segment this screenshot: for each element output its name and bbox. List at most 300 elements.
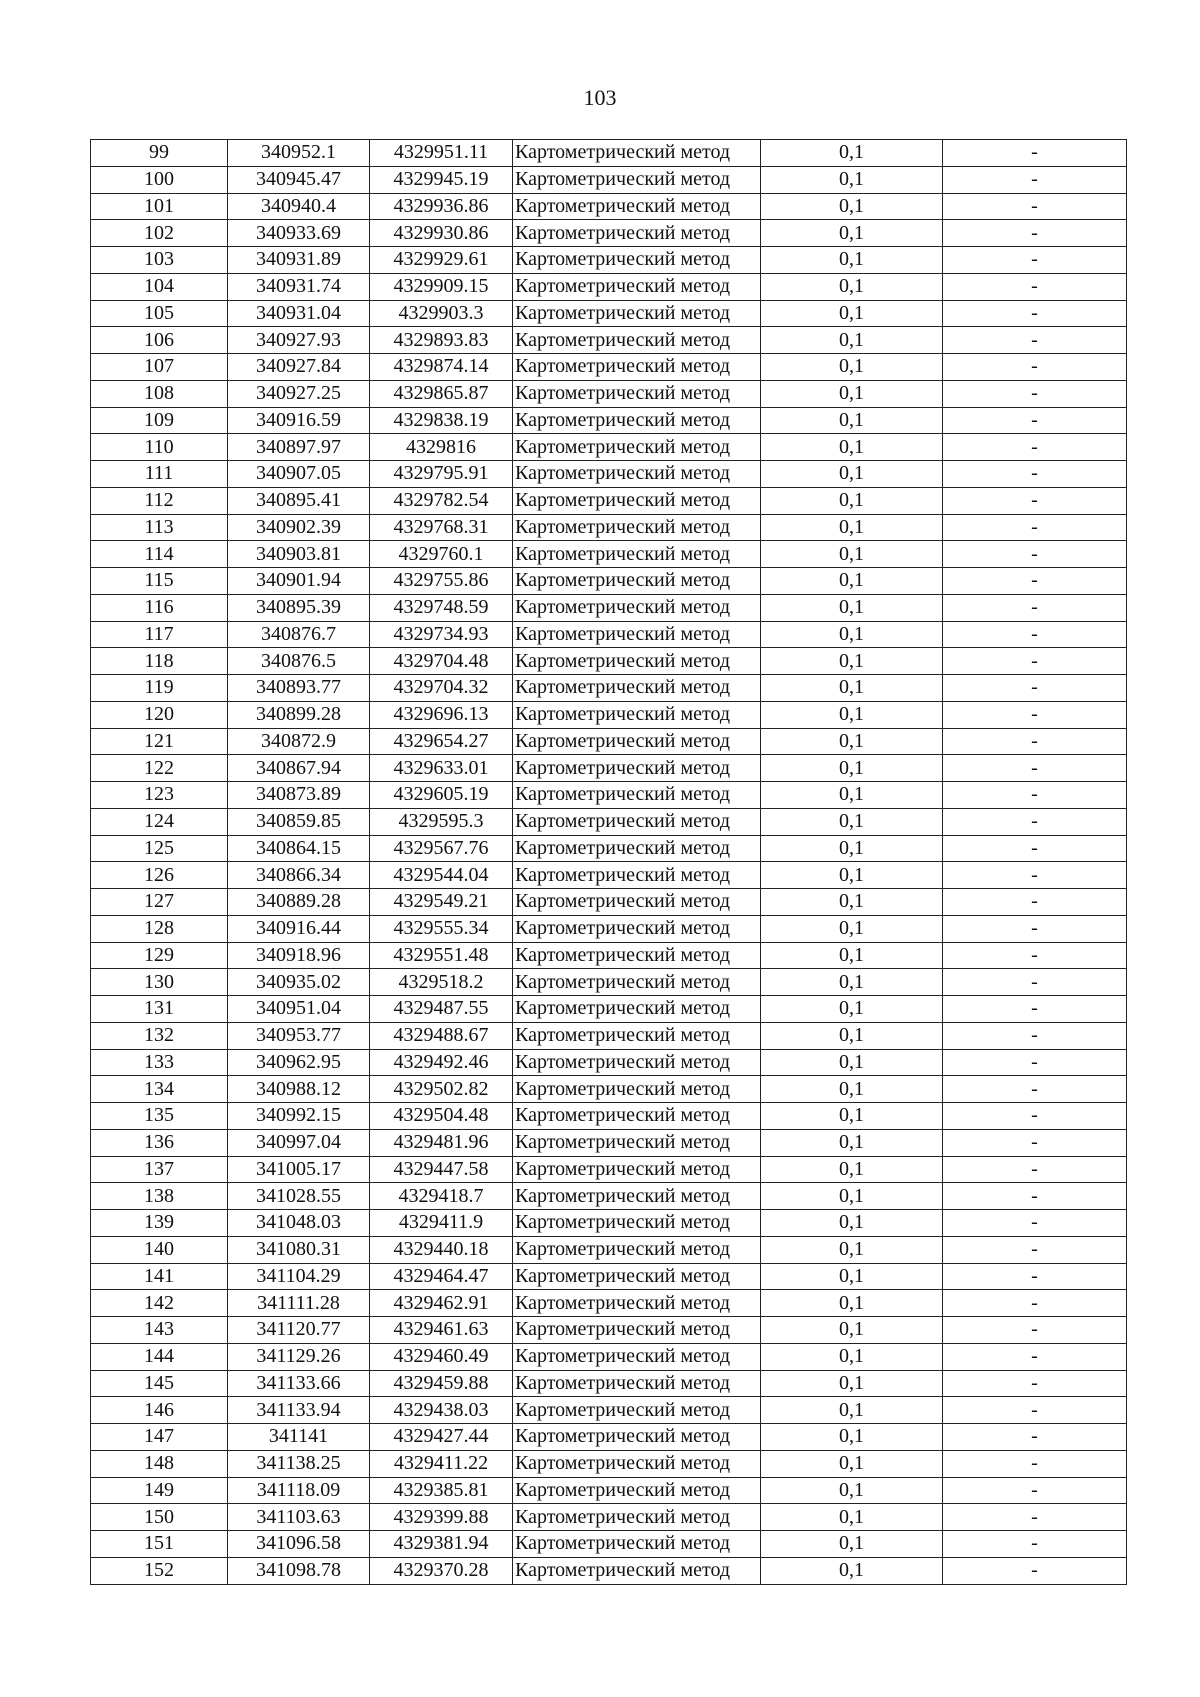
- point-number-cell: 125: [91, 835, 228, 862]
- accuracy-cell: 0,1: [761, 1263, 943, 1290]
- point-number-cell: 142: [91, 1290, 228, 1317]
- method-cell: Картометрический метод: [513, 1103, 761, 1130]
- accuracy-cell: 0,1: [761, 434, 943, 461]
- coordinates-table-body: [91, 140, 1127, 1585]
- x-coordinate-cell: 341120.77: [228, 1317, 370, 1344]
- x-coordinate-cell: 340901.94: [228, 568, 370, 595]
- note-cell: -: [943, 808, 1127, 835]
- method-cell: Картометрический метод: [513, 1290, 761, 1317]
- accuracy-cell: 0,1: [761, 782, 943, 809]
- y-coordinate-cell: 4329411.9: [370, 1210, 513, 1237]
- method-cell: Картометрический метод: [513, 166, 761, 193]
- x-coordinate-cell: 340931.74: [228, 273, 370, 300]
- method-cell: Картометрический метод: [513, 1370, 761, 1397]
- point-number-cell: 147: [91, 1424, 228, 1451]
- y-coordinate-cell: 4329816: [370, 434, 513, 461]
- accuracy-cell: 0,1: [761, 835, 943, 862]
- accuracy-cell: 0,1: [761, 380, 943, 407]
- note-cell: -: [943, 1290, 1127, 1317]
- x-coordinate-cell: 340864.15: [228, 835, 370, 862]
- note-cell: -: [943, 193, 1127, 220]
- accuracy-cell: 0,1: [761, 1049, 943, 1076]
- table-row: [91, 327, 1127, 354]
- table-row: [91, 541, 1127, 568]
- method-cell: Картометрический метод: [513, 808, 761, 835]
- y-coordinate-cell: 4329909.15: [370, 273, 513, 300]
- note-cell: -: [943, 1397, 1127, 1424]
- point-number-cell: 105: [91, 300, 228, 327]
- note-cell: -: [943, 1557, 1127, 1584]
- table-row: [91, 273, 1127, 300]
- note-cell: -: [943, 835, 1127, 862]
- point-number-cell: 116: [91, 594, 228, 621]
- table-row: [91, 1370, 1127, 1397]
- y-coordinate-cell: 4329381.94: [370, 1531, 513, 1558]
- note-cell: -: [943, 1076, 1127, 1103]
- y-coordinate-cell: 4329492.46: [370, 1049, 513, 1076]
- accuracy-cell: 0,1: [761, 1477, 943, 1504]
- method-cell: Картометрический метод: [513, 407, 761, 434]
- point-number-cell: 108: [91, 380, 228, 407]
- accuracy-cell: 0,1: [761, 1317, 943, 1344]
- point-number-cell: 104: [91, 273, 228, 300]
- accuracy-cell: 0,1: [761, 354, 943, 381]
- point-number-cell: 134: [91, 1076, 228, 1103]
- table-row: [91, 1424, 1127, 1451]
- x-coordinate-cell: 340945.47: [228, 166, 370, 193]
- point-number-cell: 114: [91, 541, 228, 568]
- point-number-cell: 112: [91, 487, 228, 514]
- table-row: [91, 808, 1127, 835]
- point-number-cell: 103: [91, 247, 228, 274]
- x-coordinate-cell: 340895.39: [228, 594, 370, 621]
- y-coordinate-cell: 4329544.04: [370, 862, 513, 889]
- x-coordinate-cell: 341129.26: [228, 1343, 370, 1370]
- method-cell: Картометрический метод: [513, 782, 761, 809]
- y-coordinate-cell: 4329488.67: [370, 1022, 513, 1049]
- method-cell: Картометрический метод: [513, 701, 761, 728]
- x-coordinate-cell: 340907.05: [228, 461, 370, 488]
- note-cell: -: [943, 407, 1127, 434]
- point-number-cell: 152: [91, 1557, 228, 1584]
- point-number-cell: 128: [91, 915, 228, 942]
- note-cell: -: [943, 862, 1127, 889]
- note-cell: -: [943, 675, 1127, 702]
- accuracy-cell: 0,1: [761, 1022, 943, 1049]
- y-coordinate-cell: 4329595.3: [370, 808, 513, 835]
- accuracy-cell: 0,1: [761, 1156, 943, 1183]
- point-number-cell: 144: [91, 1343, 228, 1370]
- method-cell: Картометрический метод: [513, 140, 761, 167]
- point-number-cell: 131: [91, 996, 228, 1023]
- x-coordinate-cell: 341048.03: [228, 1210, 370, 1237]
- table-row: [91, 461, 1127, 488]
- table-row: [91, 220, 1127, 247]
- note-cell: -: [943, 1450, 1127, 1477]
- method-cell: Картометрический метод: [513, 889, 761, 916]
- x-coordinate-cell: 340876.5: [228, 648, 370, 675]
- y-coordinate-cell: 4329930.86: [370, 220, 513, 247]
- accuracy-cell: 0,1: [761, 247, 943, 274]
- accuracy-cell: 0,1: [761, 461, 943, 488]
- method-cell: Картометрический метод: [513, 380, 761, 407]
- point-number-cell: 117: [91, 621, 228, 648]
- note-cell: -: [943, 487, 1127, 514]
- note-cell: -: [943, 889, 1127, 916]
- y-coordinate-cell: 4329704.32: [370, 675, 513, 702]
- page-number: 103: [583, 85, 617, 110]
- x-coordinate-cell: 340866.34: [228, 862, 370, 889]
- x-coordinate-cell: 341096.58: [228, 1531, 370, 1558]
- method-cell: Картометрический метод: [513, 541, 761, 568]
- x-coordinate-cell: 341005.17: [228, 1156, 370, 1183]
- x-coordinate-cell: 340940.4: [228, 193, 370, 220]
- y-coordinate-cell: 4329370.28: [370, 1557, 513, 1584]
- method-cell: Картометрический метод: [513, 220, 761, 247]
- y-coordinate-cell: 4329518.2: [370, 969, 513, 996]
- x-coordinate-cell: 340859.85: [228, 808, 370, 835]
- note-cell: -: [943, 327, 1127, 354]
- note-cell: -: [943, 701, 1127, 728]
- x-coordinate-cell: 340876.7: [228, 621, 370, 648]
- accuracy-cell: 0,1: [761, 1450, 943, 1477]
- point-number-cell: 137: [91, 1156, 228, 1183]
- accuracy-cell: 0,1: [761, 1210, 943, 1237]
- note-cell: -: [943, 1210, 1127, 1237]
- table-row: [91, 1450, 1127, 1477]
- note-cell: -: [943, 1236, 1127, 1263]
- method-cell: Картометрический метод: [513, 728, 761, 755]
- table-row: [91, 1129, 1127, 1156]
- table-row: [91, 1022, 1127, 1049]
- table-row: [91, 1076, 1127, 1103]
- point-number-cell: 122: [91, 755, 228, 782]
- table-row: [91, 1531, 1127, 1558]
- table-row: [91, 1183, 1127, 1210]
- x-coordinate-cell: 340903.81: [228, 541, 370, 568]
- x-coordinate-cell: 340893.77: [228, 675, 370, 702]
- note-cell: -: [943, 1103, 1127, 1130]
- note-cell: -: [943, 969, 1127, 996]
- method-cell: Картометрический метод: [513, 1210, 761, 1237]
- note-cell: -: [943, 541, 1127, 568]
- table-row: [91, 193, 1127, 220]
- method-cell: Картометрический метод: [513, 434, 761, 461]
- accuracy-cell: 0,1: [761, 1531, 943, 1558]
- note-cell: -: [943, 1317, 1127, 1344]
- method-cell: Картометрический метод: [513, 594, 761, 621]
- table-row: [91, 782, 1127, 809]
- x-coordinate-cell: 340997.04: [228, 1129, 370, 1156]
- y-coordinate-cell: 4329768.31: [370, 514, 513, 541]
- table-row: [91, 1103, 1127, 1130]
- method-cell: Картометрический метод: [513, 1424, 761, 1451]
- accuracy-cell: 0,1: [761, 675, 943, 702]
- y-coordinate-cell: 4329502.82: [370, 1076, 513, 1103]
- x-coordinate-cell: 340867.94: [228, 755, 370, 782]
- accuracy-cell: 0,1: [761, 1236, 943, 1263]
- x-coordinate-cell: 340927.93: [228, 327, 370, 354]
- table-row: [91, 728, 1127, 755]
- table-row: [91, 380, 1127, 407]
- x-coordinate-cell: 340927.84: [228, 354, 370, 381]
- x-coordinate-cell: 341028.55: [228, 1183, 370, 1210]
- accuracy-cell: 0,1: [761, 541, 943, 568]
- point-number-cell: 124: [91, 808, 228, 835]
- accuracy-cell: 0,1: [761, 140, 943, 167]
- note-cell: -: [943, 1370, 1127, 1397]
- note-cell: -: [943, 514, 1127, 541]
- note-cell: -: [943, 648, 1127, 675]
- point-number-cell: 111: [91, 461, 228, 488]
- note-cell: -: [943, 1049, 1127, 1076]
- table-row: [91, 487, 1127, 514]
- accuracy-cell: 0,1: [761, 514, 943, 541]
- point-number-cell: 109: [91, 407, 228, 434]
- note-cell: -: [943, 1343, 1127, 1370]
- point-number-cell: 120: [91, 701, 228, 728]
- x-coordinate-cell: 340872.9: [228, 728, 370, 755]
- table-row: [91, 140, 1127, 167]
- method-cell: Картометрический метод: [513, 942, 761, 969]
- x-coordinate-cell: 341080.31: [228, 1236, 370, 1263]
- accuracy-cell: 0,1: [761, 996, 943, 1023]
- y-coordinate-cell: 4329418.7: [370, 1183, 513, 1210]
- accuracy-cell: 0,1: [761, 1290, 943, 1317]
- accuracy-cell: 0,1: [761, 808, 943, 835]
- method-cell: Картометрический метод: [513, 514, 761, 541]
- point-number-cell: 130: [91, 969, 228, 996]
- table-row: [91, 1504, 1127, 1531]
- method-cell: Картометрический метод: [513, 648, 761, 675]
- x-coordinate-cell: 340873.89: [228, 782, 370, 809]
- accuracy-cell: 0,1: [761, 1103, 943, 1130]
- accuracy-cell: 0,1: [761, 327, 943, 354]
- y-coordinate-cell: 4329929.61: [370, 247, 513, 274]
- accuracy-cell: 0,1: [761, 568, 943, 595]
- point-number-cell: 143: [91, 1317, 228, 1344]
- table-row: [91, 1156, 1127, 1183]
- x-coordinate-cell: 341111.28: [228, 1290, 370, 1317]
- point-number-cell: 119: [91, 675, 228, 702]
- y-coordinate-cell: 4329551.48: [370, 942, 513, 969]
- method-cell: Картометрический метод: [513, 193, 761, 220]
- accuracy-cell: 0,1: [761, 621, 943, 648]
- note-cell: -: [943, 755, 1127, 782]
- method-cell: Картометрический метод: [513, 1477, 761, 1504]
- accuracy-cell: 0,1: [761, 594, 943, 621]
- method-cell: Картометрический метод: [513, 487, 761, 514]
- accuracy-cell: 0,1: [761, 273, 943, 300]
- y-coordinate-cell: 4329874.14: [370, 354, 513, 381]
- method-cell: Картометрический метод: [513, 461, 761, 488]
- y-coordinate-cell: 4329461.63: [370, 1317, 513, 1344]
- y-coordinate-cell: 4329504.48: [370, 1103, 513, 1130]
- accuracy-cell: 0,1: [761, 1504, 943, 1531]
- x-coordinate-cell: 340918.96: [228, 942, 370, 969]
- accuracy-cell: 0,1: [761, 1183, 943, 1210]
- y-coordinate-cell: 4329838.19: [370, 407, 513, 434]
- note-cell: -: [943, 594, 1127, 621]
- y-coordinate-cell: 4329440.18: [370, 1236, 513, 1263]
- method-cell: Картометрический метод: [513, 675, 761, 702]
- table-row: [91, 755, 1127, 782]
- method-cell: Картометрический метод: [513, 1156, 761, 1183]
- point-number-cell: 123: [91, 782, 228, 809]
- x-coordinate-cell: 340931.04: [228, 300, 370, 327]
- method-cell: Картометрический метод: [513, 915, 761, 942]
- y-coordinate-cell: 4329704.48: [370, 648, 513, 675]
- note-cell: -: [943, 728, 1127, 755]
- y-coordinate-cell: 4329399.88: [370, 1504, 513, 1531]
- method-cell: Картометрический метод: [513, 1317, 761, 1344]
- x-coordinate-cell: 341141: [228, 1424, 370, 1451]
- table-row: [91, 862, 1127, 889]
- point-number-cell: 115: [91, 568, 228, 595]
- table-row: [91, 514, 1127, 541]
- table-row: [91, 1236, 1127, 1263]
- note-cell: -: [943, 273, 1127, 300]
- method-cell: Картометрический метод: [513, 1076, 761, 1103]
- point-number-cell: 136: [91, 1129, 228, 1156]
- x-coordinate-cell: 340992.15: [228, 1103, 370, 1130]
- method-cell: Картометрический метод: [513, 1343, 761, 1370]
- x-coordinate-cell: 340916.59: [228, 407, 370, 434]
- table-row: [91, 166, 1127, 193]
- note-cell: -: [943, 1477, 1127, 1504]
- table-row: [91, 1397, 1127, 1424]
- y-coordinate-cell: 4329654.27: [370, 728, 513, 755]
- accuracy-cell: 0,1: [761, 1129, 943, 1156]
- point-number-cell: 110: [91, 434, 228, 461]
- note-cell: -: [943, 380, 1127, 407]
- method-cell: Картометрический метод: [513, 1450, 761, 1477]
- point-number-cell: 127: [91, 889, 228, 916]
- method-cell: Картометрический метод: [513, 327, 761, 354]
- table-row: [91, 300, 1127, 327]
- x-coordinate-cell: 340952.1: [228, 140, 370, 167]
- point-number-cell: 118: [91, 648, 228, 675]
- y-coordinate-cell: 4329438.03: [370, 1397, 513, 1424]
- note-cell: -: [943, 1129, 1127, 1156]
- point-number-cell: 149: [91, 1477, 228, 1504]
- table-row: [91, 701, 1127, 728]
- y-coordinate-cell: 4329795.91: [370, 461, 513, 488]
- point-number-cell: 121: [91, 728, 228, 755]
- y-coordinate-cell: 4329462.91: [370, 1290, 513, 1317]
- y-coordinate-cell: 4329903.3: [370, 300, 513, 327]
- x-coordinate-cell: 340935.02: [228, 969, 370, 996]
- table-row: [91, 434, 1127, 461]
- note-cell: -: [943, 1022, 1127, 1049]
- method-cell: Картометрический метод: [513, 1263, 761, 1290]
- point-number-cell: 141: [91, 1263, 228, 1290]
- table-row: [91, 1477, 1127, 1504]
- point-number-cell: 150: [91, 1504, 228, 1531]
- x-coordinate-cell: 341138.25: [228, 1450, 370, 1477]
- accuracy-cell: 0,1: [761, 1370, 943, 1397]
- table-row: [91, 1557, 1127, 1584]
- method-cell: Картометрический метод: [513, 621, 761, 648]
- point-number-cell: 100: [91, 166, 228, 193]
- table-row: [91, 354, 1127, 381]
- method-cell: Картометрический метод: [513, 1129, 761, 1156]
- note-cell: -: [943, 1531, 1127, 1558]
- y-coordinate-cell: 4329696.13: [370, 701, 513, 728]
- point-number-cell: 140: [91, 1236, 228, 1263]
- table-row: [91, 889, 1127, 916]
- point-number-cell: 135: [91, 1103, 228, 1130]
- y-coordinate-cell: 4329748.59: [370, 594, 513, 621]
- x-coordinate-cell: 341098.78: [228, 1557, 370, 1584]
- y-coordinate-cell: 4329760.1: [370, 541, 513, 568]
- accuracy-cell: 0,1: [761, 915, 943, 942]
- table-row: [91, 675, 1127, 702]
- note-cell: -: [943, 300, 1127, 327]
- table-row: [91, 1343, 1127, 1370]
- note-cell: -: [943, 782, 1127, 809]
- y-coordinate-cell: 4329427.44: [370, 1424, 513, 1451]
- point-number-cell: 148: [91, 1450, 228, 1477]
- x-coordinate-cell: 340902.39: [228, 514, 370, 541]
- y-coordinate-cell: 4329782.54: [370, 487, 513, 514]
- accuracy-cell: 0,1: [761, 755, 943, 782]
- method-cell: Картометрический метод: [513, 1557, 761, 1584]
- y-coordinate-cell: 4329865.87: [370, 380, 513, 407]
- note-cell: -: [943, 166, 1127, 193]
- accuracy-cell: 0,1: [761, 193, 943, 220]
- method-cell: Картометрический метод: [513, 996, 761, 1023]
- x-coordinate-cell: 341103.63: [228, 1504, 370, 1531]
- note-cell: -: [943, 247, 1127, 274]
- accuracy-cell: 0,1: [761, 300, 943, 327]
- method-cell: Картометрический метод: [513, 354, 761, 381]
- table-row: [91, 247, 1127, 274]
- x-coordinate-cell: 341118.09: [228, 1477, 370, 1504]
- note-cell: -: [943, 140, 1127, 167]
- accuracy-cell: 0,1: [761, 862, 943, 889]
- accuracy-cell: 0,1: [761, 487, 943, 514]
- y-coordinate-cell: 4329936.86: [370, 193, 513, 220]
- accuracy-cell: 0,1: [761, 220, 943, 247]
- y-coordinate-cell: 4329567.76: [370, 835, 513, 862]
- table-row: [91, 996, 1127, 1023]
- y-coordinate-cell: 4329605.19: [370, 782, 513, 809]
- method-cell: Картометрический метод: [513, 1236, 761, 1263]
- point-number-cell: 145: [91, 1370, 228, 1397]
- note-cell: -: [943, 1504, 1127, 1531]
- method-cell: Картометрический метод: [513, 300, 761, 327]
- y-coordinate-cell: 4329549.21: [370, 889, 513, 916]
- y-coordinate-cell: 4329411.22: [370, 1450, 513, 1477]
- table-row: [91, 621, 1127, 648]
- accuracy-cell: 0,1: [761, 701, 943, 728]
- method-cell: Картометрический метод: [513, 247, 761, 274]
- table-row: [91, 942, 1127, 969]
- method-cell: Картометрический метод: [513, 1183, 761, 1210]
- x-coordinate-cell: 340916.44: [228, 915, 370, 942]
- point-number-cell: 133: [91, 1049, 228, 1076]
- accuracy-cell: 0,1: [761, 648, 943, 675]
- y-coordinate-cell: 4329893.83: [370, 327, 513, 354]
- method-cell: Картометрический метод: [513, 1022, 761, 1049]
- y-coordinate-cell: 4329385.81: [370, 1477, 513, 1504]
- x-coordinate-cell: 340931.89: [228, 247, 370, 274]
- point-number-cell: 99: [91, 140, 228, 167]
- note-cell: -: [943, 621, 1127, 648]
- y-coordinate-cell: 4329481.96: [370, 1129, 513, 1156]
- table-row: [91, 915, 1127, 942]
